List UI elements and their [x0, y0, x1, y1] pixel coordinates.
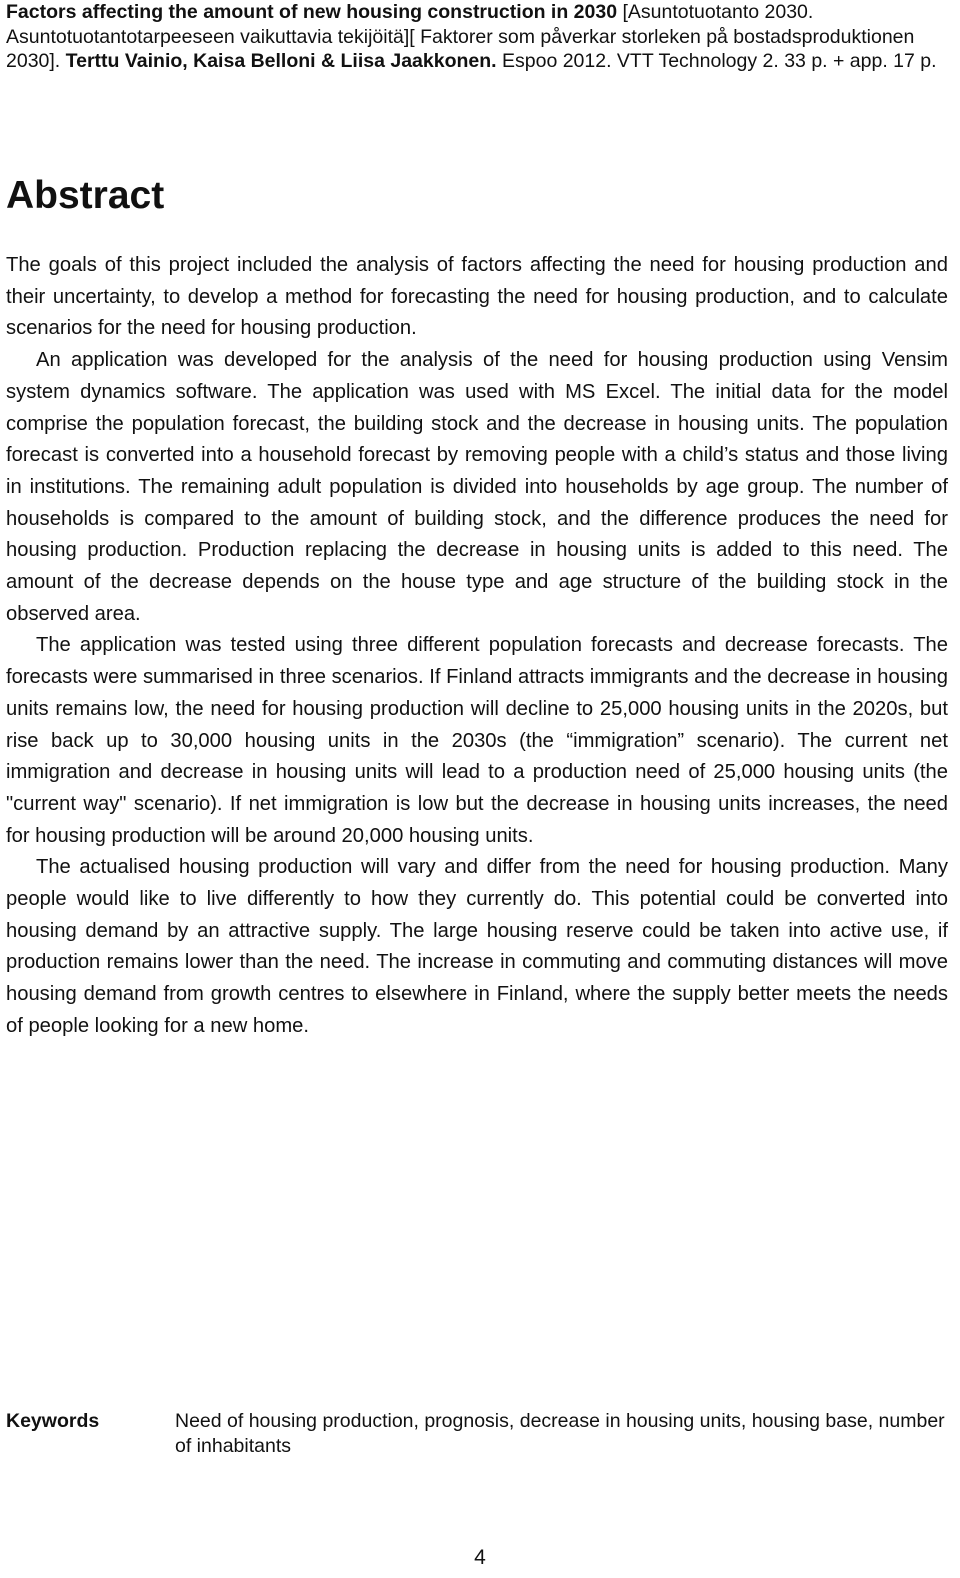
abstract-paragraph: The application was tested using three different population forecasts and decrease forecasts. The forecasts were summarised in three scenarios. If Finland attracts immigrants and the decrease in housing units remains low, the need for housing production will decline to 25,000 housing units in the 2020s, but rise back up to 30,000 housing units in the 2030s (the “immigration” scenario). The current net immigration and decrease in housing units will lead to a production need of 25,000 housing units (the "current way" scenario). If net immigration is low but the decrease in housing units increases, the need for housing production will be around 20,000 housing units. [6, 634, 948, 847]
report-title-alternates: [Asuntotuotanto 2030. Asuntotuotantotarpeeseen vaikuttavia tekijöitä][ Faktorer som påverkar storleken på bostadsproduktionen 2030]. [6, 1, 915, 73]
abstract-paragraph: The actualised housing production will vary and differ from the need for housing production. Many people would like to live differently to how they currently do. This potential could be converted into housing demand by an attractive supply. The large housing reserve could be taken into active use, if production remains lower than the need. The increase in commuting and commuting distances will move housing demand from growth centres to elsewhere in Finland, where the supply better meets the needs of people looking for a new home. [6, 856, 948, 1037]
abstract-paragraph: An application was developed for the analysis of the need for housing production using Vensim system dynamics software. The application was used with MS Excel. The initial data for the model comprise the population forecast, the building stock and the decrease in housing units. The population forecast is converted into a household forecast by removing people with a child’s status and those living in institutions. The remaining adult population is divided into households by age group. The number of households is compared to the amount of building stock, and the difference produces the need for housing production. Production replacing the decrease in housing units is added to this need. The amount of the decrease depends on the house type and age structure of the building stock in the observed area. [6, 349, 948, 625]
keywords-label: Keywords [6, 1410, 100, 1432]
citation-block [6, 0, 952, 74]
abstract-body [6, 250, 948, 1043]
report-title: Factors affecting the amount of new housing construction in 2030 [6, 1, 618, 23]
abstract-paragraph: The goals of this project included the analysis of factors affecting the need for housing production and their uncertainty, to develop a method for forecasting the need for housing production, and to calculate scenarios for the need for housing production. [6, 254, 948, 340]
keywords-list: Need of housing production, prognosis, decrease in housing units, housing base, number of inhabitants [175, 1410, 945, 1457]
abstract-heading: Abstract [6, 174, 165, 217]
page-number: 4 [474, 1546, 486, 1569]
publication-details: Espoo 2012. VTT Technology 2. 33 p. + app. 17 p. [496, 50, 937, 73]
report-authors: Terttu Vainio, Kaisa Belloni & Liisa Jaakkonen. [65, 50, 497, 73]
